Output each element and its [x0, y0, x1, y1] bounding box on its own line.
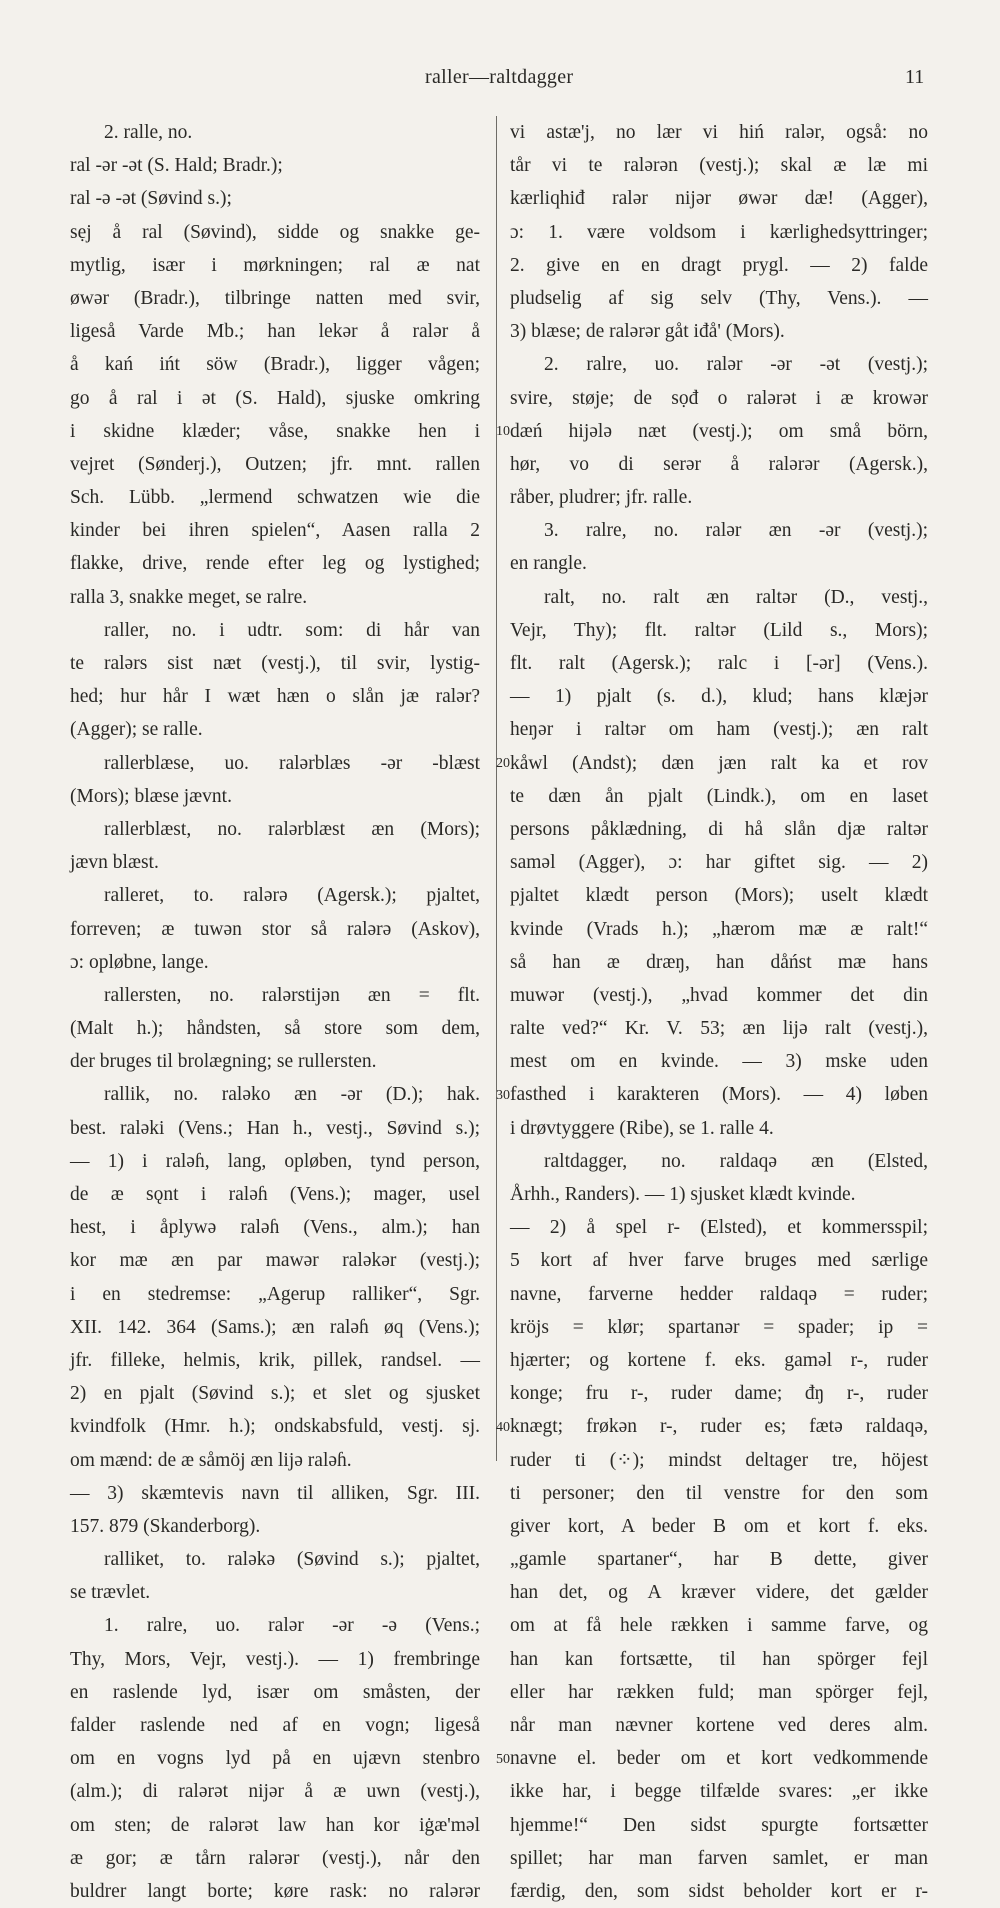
text-line: svire, støje; de sọđ o ralərət i æ krowər: [510, 387, 928, 409]
page-header: [0, 62, 1000, 102]
text-line: eller har rækken fuld; man spörger fejl,: [510, 1681, 928, 1703]
text-line: heŋər i raltər om ham (vestj.); æn ralt: [510, 719, 928, 741]
text-line: rallerblæst, no. ralərblæst æn (Mors);: [104, 818, 480, 840]
text-line: de æ sǫnt i raləɦ (Vens.); mager, usel: [70, 1184, 480, 1205]
text-line: rallik, no. raləko æn -ər (D.); hak.: [104, 1084, 480, 1106]
text-line: om en vogns lyd på en ujævn stenbro: [70, 1748, 480, 1770]
text-line: XII. 142. 364 (Sams.); æn raləɦ øq (Vens.);: [70, 1316, 480, 1338]
text-line: han det, og A kræver videre, det gælder: [510, 1582, 928, 1604]
text-line: æ gor; æ tårn ralərər (vestj.), når den: [70, 1847, 480, 1869]
text-line: om at få hele rækken i samme farve, og: [510, 1615, 928, 1637]
text-line: ral -ə -ət (Søvind s.);: [70, 188, 232, 210]
text-line: — 1) pjalt (s. d.), klud; hans klæjər: [510, 686, 928, 708]
text-line: 2. ralle, no.: [104, 122, 193, 143]
text-line: ɔ: opløbne, lange.: [70, 951, 209, 973]
text-line: dæń hijələ næt (vestj.); om små börn,: [510, 420, 928, 442]
text-line: flt. ralt (Agersk.); ralc i [-ər] (Vens.).: [510, 653, 928, 674]
text-line: buldrer langt borte; køre rask: no ralərər: [70, 1880, 480, 1902]
text-line: ralleret, to. ralərə (Agersk.); pjaltet,: [104, 885, 480, 907]
text-line: raltdagger, no. raldaqə æn (Elsted,: [544, 1150, 928, 1172]
text-line: øwər (Bradr.), tilbringe natten med svir,: [70, 287, 480, 309]
text-line: navne, farverne hedder raldaqə = ruder;: [510, 1283, 928, 1305]
text-line: 2. give en en dragt prygl. — 2) falde: [510, 254, 928, 276]
text-line: en rangle.: [510, 553, 587, 575]
text-line: fasthed i karakteren (Mors). — 4) løben: [510, 1084, 928, 1106]
text-line: pludselig af sig selv (Thy, Vens.). —: [510, 287, 928, 309]
text-line: — 2) å spel r- (Elsted), et kommersspil;: [510, 1217, 928, 1239]
column-divider: [496, 116, 497, 1461]
text-line: hest, i åplywə raləɦ (Vens., alm.); han: [70, 1217, 480, 1239]
page-number: 11: [905, 66, 925, 88]
text-line: — 3) skæmtevis navn til alliken, Sgr. III.: [70, 1482, 480, 1504]
text-line: hjærter; og kortene f. eks. gaməl r-, ruder: [510, 1349, 928, 1371]
line-number: 20: [496, 755, 510, 771]
text-line: i drøvtyggere (Ribe), se 1. ralle 4.: [510, 1117, 774, 1139]
text-line: muwər (vestj.), „hvad kommer det din: [510, 984, 928, 1006]
text-line: ɔ: 1. være voldsom i kærlighedsyttringer;: [510, 221, 928, 243]
right-column: [510, 116, 928, 1902]
text-line: færdig, den, som sidst beholder kort er r-: [510, 1880, 928, 1902]
text-line: mytlig, især i mørkningen; ral æ nat: [70, 254, 480, 276]
text-line: (Mors); blæse jævnt.: [70, 785, 232, 807]
text-line: der bruges til brolægning; se rullersten.: [70, 1051, 377, 1073]
text-line: rallerblæse, uo. ralərblæs -ər -blæst: [104, 752, 480, 774]
text-line: i skidne klæder; våse, snakke hen i: [70, 420, 480, 442]
text-line: om sten; de ralərət law han kor iġæ'məl: [70, 1814, 480, 1836]
text-line: te dæn ån pjalt (Lindk.), om en laset: [510, 785, 928, 807]
text-line: falder raslende ned af en vogn; ligeså: [70, 1715, 480, 1736]
text-line: persons påklædning, di hå slån djæ raltər: [510, 818, 928, 840]
text-line: kröjs = klør; spartanər = spader; ip =: [510, 1316, 928, 1338]
text-line: 157. 879 (Skanderborg).: [70, 1515, 261, 1537]
text-line: se trævlet.: [70, 1582, 151, 1604]
text-line: hør, vo di serər å ralərər (Agersk.),: [510, 453, 928, 475]
text-line: 2) en pjalt (Søvind s.); et slet og sjusket: [70, 1383, 480, 1405]
text-line: Vejr, Thy); flt. raltər (Lild s., Mors);: [510, 619, 928, 641]
text-line: hed; hur hår I wæt hæn o slån jæ ralər?: [70, 686, 480, 708]
text-line: kærliqhiđ ralər nijər øwər dæ! (Agger),: [510, 188, 928, 210]
text-line: (Agger); se ralle.: [70, 719, 203, 741]
text-line: forreven; æ tuwən stor så ralərə (Askov),: [70, 918, 480, 940]
text-line: saməl (Agger), ɔ: har giftet sig. — 2): [510, 852, 928, 874]
text-line: 3. ralre, no. ralər æn -ər (vestj.);: [544, 520, 928, 542]
text-line: ruder ti (⁘); mindst deltager tre, höjest: [510, 1449, 928, 1471]
text-line: jævn blæst.: [70, 852, 159, 874]
left-column: [70, 116, 480, 1902]
text-line: (alm.); di ralərət nijər å æ uwn (vestj.),: [70, 1781, 480, 1803]
text-line: ikke har, i begge tilfælde svares: „er ikke: [510, 1781, 928, 1803]
text-line: 2. ralre, uo. ralər -ər -ət (vestj.);: [544, 354, 928, 376]
text-line: når man nævner kortene ved deres alm.: [510, 1715, 928, 1736]
text-line: ralliket, to. raləkə (Søvind s.); pjaltet,: [104, 1549, 480, 1571]
text-line: flakke, drive, rende efter leg og lystighed;: [70, 553, 480, 575]
text-line: go å ral i ət (S. Hald), sjuske omkring: [70, 387, 480, 409]
text-line: Thy, Mors, Vejr, vestj.). — 1) frembringe: [70, 1648, 480, 1670]
text-line: en raslende lyd, især om småsten, der: [70, 1681, 480, 1703]
text-line: pjaltet klædt person (Mors); uselt klædt: [510, 885, 928, 907]
text-line: ti personer; den til venstre for den som: [510, 1482, 928, 1504]
text-line: sẹj å ral (Søvind), sidde og snakke ge-: [70, 221, 480, 243]
text-line: knægt; frøkən r-, ruder es; fætə raldaqə,: [510, 1416, 928, 1438]
text-line: kor mæ æn par mawər raləkər (vestj.);: [70, 1250, 480, 1272]
text-line: navne el. beder om et kort vedkommende: [510, 1748, 928, 1770]
text-line: ligeså Varde Mb.; han lekər å ralər å: [70, 321, 480, 343]
text-line: 3) blæse; de ralərər gåt iđå' (Mors).: [510, 321, 785, 343]
text-line: raller, no. i udtr. som: di hår van: [104, 619, 480, 641]
text-line: kvindfolk (Hmr. h.); ondskabsfuld, vestj. sj.: [70, 1416, 480, 1438]
text-line: te ralərs sist næt (vestj.), til svir, lystig-: [70, 653, 480, 674]
text-line: best. raləki (Vens.; Han h., vestj., Søvind s.);: [70, 1117, 480, 1139]
text-line: ral -ər -ət (S. Hald; Bradr.);: [70, 155, 283, 177]
text-line: Sch. Lübb. „lermend schwatzen wie die: [70, 487, 480, 509]
text-line: vi astæ'j, no lær vi hiń ralər, også: no: [510, 122, 928, 143]
line-number: 40: [496, 1419, 510, 1435]
text-line: ralt, no. ralt æn raltər (D., vestj.,: [544, 586, 928, 608]
text-line: — 1) i raləɦ, lang, opløben, tynd person,: [70, 1150, 480, 1172]
text-line: „gamle spartaner“, har B dette, giver: [510, 1549, 928, 1571]
text-line: vejret (Sønderj.), Outzen; jfr. mnt. rallen: [70, 453, 480, 475]
text-line: kvinde (Vrads h.); „hærom mæ æ ralt!“: [510, 918, 928, 940]
text-line: (Malt h.); håndsten, så store som dem,: [70, 1018, 480, 1040]
text-line: tår vi te ralərən (vestj.); skal æ læ mi: [510, 155, 928, 177]
line-number: 10: [496, 423, 510, 439]
text-line: hjemme!“ Den sidst spurgte fortsætter: [510, 1814, 928, 1836]
text-line: konge; fru r-, ruder dame; đŋ r-, ruder: [510, 1383, 928, 1405]
text-line: så han æ dræŋ, han dåńst mæ hans: [510, 951, 928, 973]
text-line: råber, pludrer; jfr. ralle.: [510, 487, 693, 509]
text-line: ralte ved?“ Kr. V. 53; æn lijə ralt (vestj.),: [510, 1018, 928, 1040]
line-number: 30: [496, 1087, 510, 1103]
text-line: rallersten, no. ralərstijən æn = flt.: [104, 984, 480, 1006]
text-line: spillet; har man farven samlet, er man: [510, 1847, 928, 1869]
text-line: ralla 3, snakke meget, se ralre.: [70, 586, 308, 608]
text-line: å kań ińt söw (Bradr.), ligger vågen;: [70, 354, 480, 376]
text-line: 5 kort af hver farve bruges med særlige: [510, 1250, 928, 1272]
running-head: raller—raltdagger: [425, 66, 574, 88]
text-line: mest om en kvinde. — 3) mske uden: [510, 1051, 928, 1073]
text-line: jfr. filleke, helmis, krik, pillek, randsel. —: [70, 1349, 480, 1371]
text-line: kinder bei ihren spielen“, Aasen ralla 2: [70, 520, 480, 542]
text-line: giver kort, A beder B om et kort f. eks.: [510, 1515, 928, 1537]
text-line: i en stedremse: „Agerup ralliker“, Sgr.: [70, 1283, 480, 1305]
text-line: 1. ralre, uo. ralər -ər -ə (Vens.;: [104, 1615, 480, 1637]
text-line: kåwl (Andst); dæn jæn ralt ka et rov: [510, 752, 928, 774]
text-line: om mænd: de æ såmöj æn lijə raləɦ.: [70, 1449, 352, 1471]
text-line: han kan fortsætte, til han spörger fejl: [510, 1648, 928, 1670]
line-number: 50: [496, 1751, 510, 1767]
text-line: Århh., Randers). — 1) sjusket klædt kvinde.: [510, 1184, 856, 1205]
